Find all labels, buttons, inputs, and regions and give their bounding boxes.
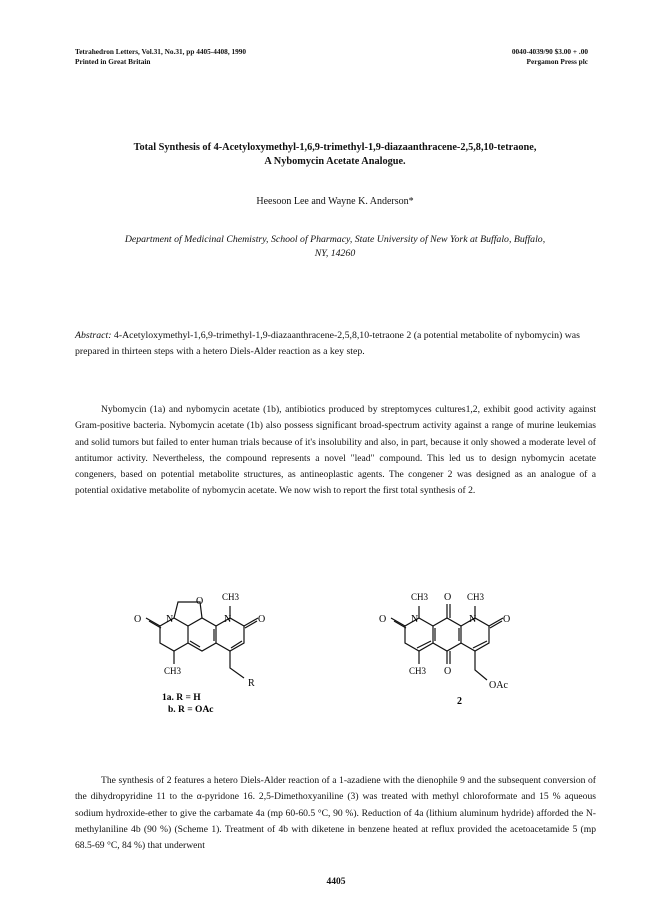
struct2-oxygen-top: O: [444, 592, 452, 603]
affiliation-line-2: NY, 14260: [314, 248, 356, 259]
struct2-oac-group: OAc: [489, 680, 508, 691]
struct2-nitrogen-left: N: [411, 614, 419, 625]
publisher: Pergamon Press plc: [526, 57, 588, 66]
struct1-oxygen-ring: O: [196, 596, 204, 607]
struct2-ch3-left: CH3: [411, 592, 429, 602]
struct1-oxygen-right: O: [258, 614, 266, 625]
affiliation: [60, 233, 610, 261]
struct2-oxygen-left: O: [379, 614, 387, 625]
journal-header-left: [75, 47, 246, 67]
struct1-caption-1b: b. R = OAc: [168, 705, 214, 715]
affiliation-line-1: Department of Medicinal Chemistry, School of Pharmacy, State University of New York at Buffalo, Buffalo,: [124, 234, 546, 245]
struct2-caption: 2: [457, 696, 462, 707]
authors: Heesoon Lee and Wayne K. Anderson*: [256, 196, 414, 207]
abstract-label: Abstract:: [75, 330, 112, 341]
synthesis-paragraph: The synthesis of 2 features a hetero Diels-Alder reaction of a 1-azadiene with the dienophile 9 and the subsequent conversion of the dihydropyridine 11 to the α-pyridone 16. 2,5-Dimethoxyaniline (3) was treated with methyl chloroformate and 15 % aqueous sodium hydroxide-ether to give the carbamate 4a (mp 60-60.5 °C, 90 %). Reduction of 4a (lithium aluminum hydride) afforded the N-methylaniline 4b (90 %) (Scheme 1). Treatment of 4b with diketene in benzene heated at reflux provided the acetoacetamide 5 (mp 68.5-69 °C, 84 %) that underwent: [75, 775, 596, 852]
struct2-oxygen-bottom: O: [444, 666, 452, 677]
journal-citation: Tetrahedron Letters, Vol.31, No.31, pp 4405-4408, 1990: [75, 47, 247, 56]
struct1-oxygen-left: O: [134, 614, 142, 625]
structure-1a-1b: [130, 588, 300, 720]
title-line-1: Total Synthesis of 4-Acetyloxymethyl-1,6,9-trimethyl-1,9-diazaanthracene-2,5,8,10-tetraone,: [133, 142, 537, 153]
structure-1-bonds: [146, 602, 258, 678]
struct2-nitrogen-right: N: [469, 614, 477, 625]
paper-title: [60, 141, 610, 169]
abstract: [75, 328, 595, 360]
printed-in: Printed in Great Britain: [75, 57, 151, 66]
abstract-text: 4-Acetyloxymethyl-1,6,9-trimethyl-1,9-diazaanthracene-2,5,8,10-tetraone 2 (a potential metabolite of nybomycin) was prepared in thirteen steps with a hetero Diels-Alder reaction as a key step.: [75, 330, 580, 357]
struct1-caption-1a: 1a. R = H: [162, 693, 201, 703]
page-number: 4405: [326, 877, 346, 887]
struct1-r-group: R: [248, 678, 255, 689]
journal-header-right: [512, 47, 588, 67]
struct2-oxygen-right: O: [503, 614, 511, 625]
struct2-ch3-bottom: CH3: [409, 666, 427, 676]
struct2-ch3-right: CH3: [467, 592, 485, 602]
issn-price: 0040-4039/90 $3.00 + .00: [511, 47, 588, 56]
struct1-ch3-bottom: CH3: [164, 666, 182, 676]
title-line-2: A Nybomycin Acetate Analogue.: [264, 156, 406, 167]
intro-paragraph: Nybomycin (1a) and nybomycin acetate (1b), antibiotics produced by streptomyces cultures1,2, exhibit good activity against Gram-positive bacteria. Nybomycin acetate (1b) also possess significant broad-spectrum activity against a range of murine leukemias and solid tumors but failed to enter human trials because of it's insolubility and also, in part, because it only showed a moderate level of antitumor activity. Nevertheless, the compound represents a novel "lead" compound. This led us to design nybomycin acetate congeners, based on potential metabolite structures, as antineoplastic agents. The congener 2 was designed as an analogue of a potential oxidative metabolite of nybomycin acetate. We now wish to report the first total synthesis of 2.: [75, 404, 596, 497]
struct1-ch3-top: CH3: [222, 592, 240, 602]
struct1-nitrogen-left: N: [166, 614, 174, 625]
structure-2: [375, 586, 545, 716]
struct1-nitrogen-right: N: [224, 614, 232, 625]
